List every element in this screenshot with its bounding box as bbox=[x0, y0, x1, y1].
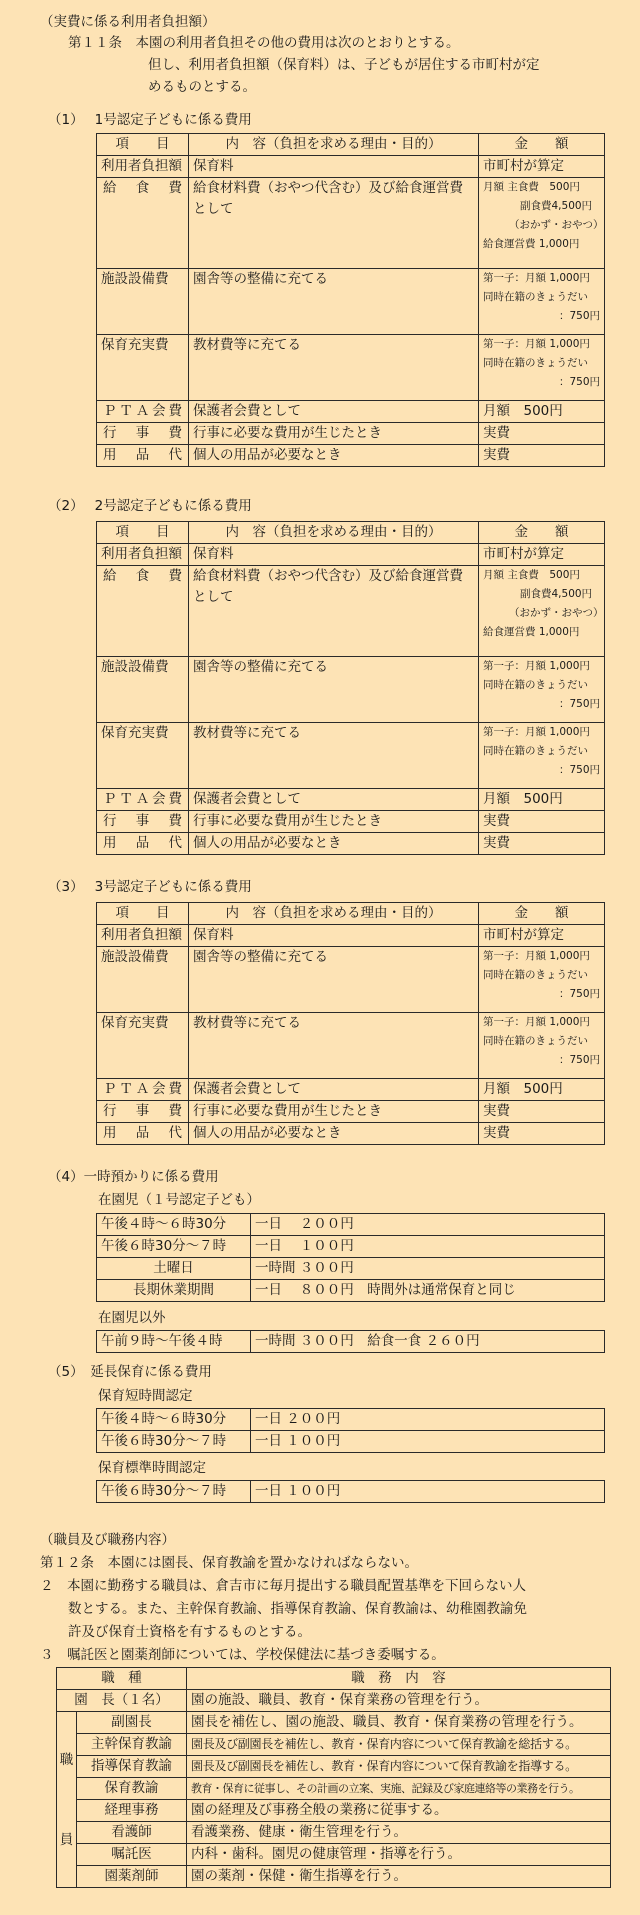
role-cell: 経理事務 bbox=[77, 1800, 187, 1822]
fee-table-3 bbox=[96, 902, 605, 1145]
table-header-row bbox=[57, 1668, 611, 1690]
amount-line: ：750円 bbox=[558, 310, 600, 322]
table-row bbox=[97, 1123, 605, 1145]
table-row bbox=[57, 1690, 611, 1712]
row-item: 施設設備費 bbox=[97, 269, 189, 335]
table-row bbox=[57, 1866, 611, 1888]
row-item: 施設設備費 bbox=[97, 947, 189, 1013]
table-row bbox=[57, 1734, 611, 1756]
amount-line: 第一子：月額 1,000円 bbox=[483, 726, 590, 738]
table-row bbox=[97, 833, 605, 855]
header-amount: 金 額 bbox=[479, 903, 605, 925]
row-item: 用 品 代 bbox=[97, 1123, 189, 1145]
row-content: 園舎等の整備に充てる bbox=[189, 947, 479, 1013]
row-fee: 一日 ２００円 bbox=[251, 1214, 605, 1236]
table-row bbox=[97, 947, 605, 1013]
header-role: 職 種 bbox=[57, 1668, 187, 1690]
duty-cell: 園長及び副園長を補佐し、教育・保育内容について保育教諭を指導する。 bbox=[187, 1756, 611, 1778]
table-row bbox=[97, 1079, 605, 1101]
amount-line: ：750円 bbox=[558, 698, 600, 710]
table2-caption: （2） 2号認定子どもに係る費用 bbox=[48, 498, 252, 514]
row-item: 用 品 代 bbox=[97, 445, 189, 467]
table-row bbox=[97, 1481, 605, 1503]
row-time: 長期休業期間 bbox=[97, 1280, 251, 1302]
row-time: 午後４時～６時30分 bbox=[97, 1409, 251, 1431]
amount-line: 第一子：月額 1,000円 bbox=[483, 1016, 590, 1028]
table-row bbox=[97, 156, 605, 178]
table-row bbox=[97, 811, 605, 833]
table-row bbox=[57, 1712, 611, 1734]
row-amount: 実費 bbox=[479, 811, 605, 833]
amount-line: 同時在籍のきょうだい bbox=[483, 745, 588, 757]
row-item: 給 食 費 bbox=[97, 178, 189, 269]
row-content: 園舎等の整備に充てる bbox=[189, 657, 479, 723]
amount-line: ：750円 bbox=[558, 764, 600, 776]
table1-caption: （1） 1号認定子どもに係る費用 bbox=[48, 112, 252, 128]
row-content: 個人の用品が必要なとき bbox=[189, 1123, 479, 1145]
table-header-row bbox=[97, 522, 605, 544]
row-content: 保育料 bbox=[189, 544, 479, 566]
table-row bbox=[97, 269, 605, 335]
table-row bbox=[97, 1258, 605, 1280]
duty-cell: 園長を補佐し、園の施設、職員、教育・保育業務の管理を行う。 bbox=[187, 1712, 611, 1734]
row-content: 行事に必要な費用が生じたとき bbox=[189, 423, 479, 445]
duty-cell: 教育・保育に従事し、その計画の立案、実施、記録及び家庭連絡等の業務を行う。 bbox=[187, 1778, 611, 1800]
staff-group-label bbox=[57, 1712, 77, 1888]
extended-care-caption: （5） 延長保育に係る費用 bbox=[48, 1364, 212, 1380]
amount-line: 第一子：月額 1,000円 bbox=[483, 338, 590, 350]
header-amount: 金 額 bbox=[479, 522, 605, 544]
row-item: 保育充実費 bbox=[97, 723, 189, 789]
amount-line: ：750円 bbox=[558, 1054, 600, 1066]
temp-care-table-1 bbox=[96, 1213, 605, 1302]
header-amount: 金 額 bbox=[479, 134, 605, 156]
row-amount bbox=[479, 269, 605, 335]
row-content: 保育料 bbox=[189, 156, 479, 178]
row-content: 保育料 bbox=[189, 925, 479, 947]
row-amount bbox=[479, 947, 605, 1013]
table-row bbox=[97, 335, 605, 401]
row-content: 園舎等の整備に充てる bbox=[189, 269, 479, 335]
header-item: 項 目 bbox=[97, 134, 189, 156]
row-time: 土曜日 bbox=[97, 1258, 251, 1280]
table-row bbox=[97, 544, 605, 566]
row-item: ＰＴＡ会費 bbox=[97, 789, 189, 811]
table-row bbox=[97, 723, 605, 789]
role-director: 園 長（１名） bbox=[57, 1690, 187, 1712]
row-amount: 市町村が算定 bbox=[479, 925, 605, 947]
extended-care-table-2 bbox=[96, 1480, 605, 1503]
header-item: 項 目 bbox=[97, 903, 189, 925]
row-item: 給 食 費 bbox=[97, 566, 189, 657]
header-item: 項 目 bbox=[97, 522, 189, 544]
amount-line: 給食運営費 1,000円 bbox=[483, 238, 580, 250]
article-11-line2: 但し、利用者負担額（保育料）は、子どもが居住する市町村が定 bbox=[148, 57, 540, 73]
row-time: 午後６時30分～７時 bbox=[97, 1481, 251, 1503]
row-amount: 実費 bbox=[479, 445, 605, 467]
row-content: 行事に必要な費用が生じたとき bbox=[189, 811, 479, 833]
header-content: 内 容（負担を求める理由・目的） bbox=[189, 522, 479, 544]
table-row bbox=[97, 1101, 605, 1123]
row-amount: 実費 bbox=[479, 1101, 605, 1123]
table-row bbox=[97, 1409, 605, 1431]
row-content: 個人の用品が必要なとき bbox=[189, 445, 479, 467]
amount-line: 給食運営費 1,000円 bbox=[483, 626, 580, 638]
amount-line: 副食費4,500円 bbox=[520, 588, 593, 600]
row-content: 行事に必要な費用が生じたとき bbox=[189, 1101, 479, 1123]
duty-cell: 看護業務、健康・衛生管理を行う。 bbox=[187, 1822, 611, 1844]
row-amount bbox=[479, 335, 605, 401]
row-content: 保護者会費として bbox=[189, 789, 479, 811]
row-content: 給食材料費（おやつ代含む）及び給食運営費として bbox=[189, 566, 479, 657]
table-header-row bbox=[97, 903, 605, 925]
table-row bbox=[97, 1280, 605, 1302]
article-12-p2a: ２ 本園に勤務する職員は、倉吉市に毎月提出する職員配置基準を下回らない人 bbox=[40, 1578, 526, 1594]
amount-line: ：750円 bbox=[558, 376, 600, 388]
row-time: 午後６時30分～７時 bbox=[97, 1236, 251, 1258]
row-item: ＰＴＡ会費 bbox=[97, 401, 189, 423]
table-row bbox=[97, 925, 605, 947]
row-item: 利用者負担額 bbox=[97, 544, 189, 566]
table-row bbox=[97, 423, 605, 445]
row-amount: 月額 500円 bbox=[479, 1079, 605, 1101]
fee-table-1 bbox=[96, 133, 605, 467]
amount-line: 同時在籍のきょうだい bbox=[483, 357, 588, 369]
table-row bbox=[97, 1214, 605, 1236]
amount-line: 同時在籍のきょうだい bbox=[483, 291, 588, 303]
table3-caption: （3） 3号認定子どもに係る費用 bbox=[48, 879, 252, 895]
amount-line: 第一子：月額 1,000円 bbox=[483, 950, 590, 962]
amount-line: ：750円 bbox=[558, 988, 600, 1000]
row-content: 教材費等に充てる bbox=[189, 335, 479, 401]
row-amount bbox=[479, 566, 605, 657]
row-item: ＰＴＡ会費 bbox=[97, 1079, 189, 1101]
row-fee: 一日 １００円 bbox=[251, 1236, 605, 1258]
role-cell: 副園長 bbox=[77, 1712, 187, 1734]
amount-line: （おかず・おやつ） bbox=[509, 607, 604, 619]
temp-care-sub1: 在園児（１号認定子ども） bbox=[98, 1192, 260, 1208]
table-row bbox=[97, 657, 605, 723]
table-row bbox=[97, 1013, 605, 1079]
header-content: 内 容（負担を求める理由・目的） bbox=[189, 134, 479, 156]
role-cell: 看護師 bbox=[77, 1822, 187, 1844]
article-12-p3: ３ 嘱託医と園薬剤師については、学校保健法に基づき委嘱する。 bbox=[40, 1647, 445, 1663]
extended-care-sub2: 保育標準時間認定 bbox=[98, 1460, 206, 1476]
duty-cell: 園の薬剤・保健・衛生指導を行う。 bbox=[187, 1866, 611, 1888]
role-cell: 嘱託医 bbox=[77, 1844, 187, 1866]
row-fee: 一日 １００円 bbox=[251, 1431, 605, 1453]
row-amount: 実費 bbox=[479, 1123, 605, 1145]
row-item: 用 品 代 bbox=[97, 833, 189, 855]
role-cell: 主幹保育教諭 bbox=[77, 1734, 187, 1756]
row-item: 行 事 費 bbox=[97, 1101, 189, 1123]
row-amount: 市町村が算定 bbox=[479, 156, 605, 178]
row-time: 午前９時～午後４時 bbox=[97, 1331, 251, 1353]
temp-care-table-2 bbox=[96, 1330, 605, 1353]
article-11-line1: 第１１条 本園の利用者負担その他の費用は次のとおりとする。 bbox=[68, 35, 460, 51]
article-12-p2c: 許及び保育士資格を有するものとする。 bbox=[68, 1624, 311, 1640]
duty-cell: 内科・歯科。園児の健康管理・指導を行う。 bbox=[187, 1844, 611, 1866]
row-content: 保護者会費として bbox=[189, 401, 479, 423]
row-item: 施設設備費 bbox=[97, 657, 189, 723]
extended-care-table-1 bbox=[96, 1408, 605, 1453]
row-fee: 一日 １００円 bbox=[251, 1481, 605, 1503]
staff-group-text: 職員 bbox=[59, 1751, 74, 1848]
table-header-row bbox=[97, 134, 605, 156]
table-row bbox=[57, 1844, 611, 1866]
row-item: 利用者負担額 bbox=[97, 925, 189, 947]
table-row bbox=[57, 1778, 611, 1800]
table-row bbox=[97, 1236, 605, 1258]
amount-line: 月額 主食費 500円 bbox=[483, 569, 580, 581]
row-item: 利用者負担額 bbox=[97, 156, 189, 178]
row-time: 午後６時30分～７時 bbox=[97, 1431, 251, 1453]
amount-line: 同時在籍のきょうだい bbox=[483, 1035, 588, 1047]
row-amount bbox=[479, 1013, 605, 1079]
fee-table-2 bbox=[96, 521, 605, 855]
amount-line: （おかず・おやつ） bbox=[509, 219, 604, 231]
row-item: 保育充実費 bbox=[97, 1013, 189, 1079]
article-12-p2b: 数とする。また、主幹保育教諭、指導保育教諭、保育教諭は、幼稚園教諭免 bbox=[68, 1601, 527, 1617]
table-row bbox=[57, 1756, 611, 1778]
table-row bbox=[97, 1431, 605, 1453]
section-heading-staff: （職員及び職務内容） bbox=[40, 1532, 175, 1548]
row-amount bbox=[479, 657, 605, 723]
table-row bbox=[57, 1822, 611, 1844]
table-row bbox=[97, 789, 605, 811]
table-row bbox=[57, 1800, 611, 1822]
duty-director: 園の施設、職員、教育・保育業務の管理を行う。 bbox=[187, 1690, 611, 1712]
header-content: 内 容（負担を求める理由・目的） bbox=[189, 903, 479, 925]
row-content: 教材費等に充てる bbox=[189, 723, 479, 789]
duty-cell: 園長及び副園長を補佐し、教育・保育内容について保育教諭を総括する。 bbox=[187, 1734, 611, 1756]
row-amount: 月額 500円 bbox=[479, 401, 605, 423]
amount-line: 同時在籍のきょうだい bbox=[483, 679, 588, 691]
article-12-p1: 第１２条 本園には園長、保育教諭を置かなければならない。 bbox=[40, 1555, 418, 1571]
row-amount: 月額 500円 bbox=[479, 789, 605, 811]
row-fee: 一日 ８００円 時間外は通常保育と同じ bbox=[251, 1280, 605, 1302]
row-amount: 実費 bbox=[479, 423, 605, 445]
amount-line: 副食費4,500円 bbox=[520, 200, 593, 212]
duty-cell: 園の経理及び事務全般の業務に従事する。 bbox=[187, 1800, 611, 1822]
header-duty: 職 務 内 容 bbox=[187, 1668, 611, 1690]
row-item: 行 事 費 bbox=[97, 423, 189, 445]
amount-line: 第一子：月額 1,000円 bbox=[483, 660, 590, 672]
role-cell: 指導保育教諭 bbox=[77, 1756, 187, 1778]
row-time: 午後４時～６時30分 bbox=[97, 1214, 251, 1236]
role-cell: 園薬剤師 bbox=[77, 1866, 187, 1888]
row-fee: 一時間 ３００円 bbox=[251, 1258, 605, 1280]
row-content: 教材費等に充てる bbox=[189, 1013, 479, 1079]
amount-line: 月額 主食費 500円 bbox=[483, 181, 580, 193]
row-item: 保育充実費 bbox=[97, 335, 189, 401]
row-content: 個人の用品が必要なとき bbox=[189, 833, 479, 855]
article-11-line3: めるものとする。 bbox=[148, 79, 256, 95]
table-row bbox=[97, 1331, 605, 1353]
amount-line: 同時在籍のきょうだい bbox=[483, 969, 588, 981]
temp-care-sub2: 在園児以外 bbox=[98, 1310, 166, 1326]
table-row bbox=[97, 566, 605, 657]
temp-care-caption: （4）一時預かりに係る費用 bbox=[48, 1169, 219, 1185]
extended-care-sub1: 保育短時間認定 bbox=[98, 1388, 193, 1404]
row-content: 給食材料費（おやつ代含む）及び給食運営費として bbox=[189, 178, 479, 269]
amount-line: 第一子：月額 1,000円 bbox=[483, 272, 590, 284]
row-amount bbox=[479, 178, 605, 269]
row-fee: 一日 ２００円 bbox=[251, 1409, 605, 1431]
table-row bbox=[97, 178, 605, 269]
staff-table bbox=[56, 1667, 611, 1888]
row-amount bbox=[479, 723, 605, 789]
role-cell: 保育教諭 bbox=[77, 1778, 187, 1800]
row-amount: 市町村が算定 bbox=[479, 544, 605, 566]
row-amount: 実費 bbox=[479, 833, 605, 855]
row-content: 保護者会費として bbox=[189, 1079, 479, 1101]
table-row bbox=[97, 401, 605, 423]
row-item: 行 事 費 bbox=[97, 811, 189, 833]
section-heading-fees: （実費に係る利用者負担額） bbox=[40, 14, 216, 30]
row-fee: 一時間 ３００円 給食一食 ２６０円 bbox=[251, 1331, 605, 1353]
table-row bbox=[97, 445, 605, 467]
